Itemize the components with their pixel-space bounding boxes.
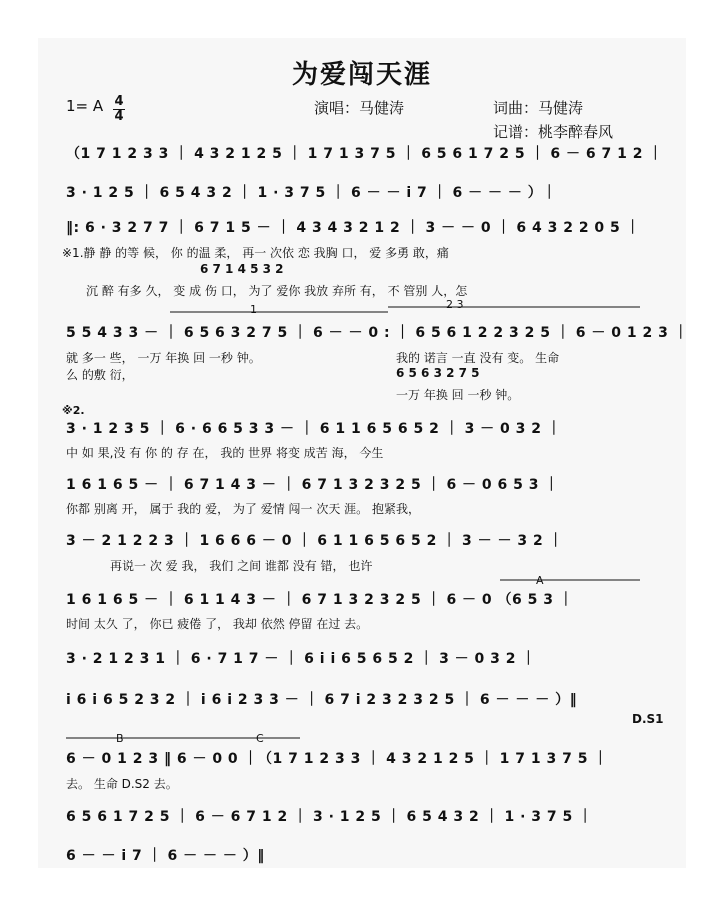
notation-row-6: 1 6 1 6 5 － ｜ 6 7 1 4 3 － ｜ 6 7 1 3 2 3 2 5 ｜ 6 － 0 6 5 3 ｜	[66, 477, 559, 493]
lyric-line: 时间 太久 了， 你已 疲倦 了， 我却 依然 停留 在过 去。	[66, 617, 369, 631]
notation-row-8: 1 6 1 6 5 － ｜ 6 1 1 4 3 － ｜ 6 7 1 3 2 3 2 5 ｜ 6 － 0 （6 5 3 ｜	[66, 592, 574, 608]
notation-row-10: i 6 i 6 5 2 3 2 ｜ i 6 i 2 3 3 － ｜ 6 7 i 2 3 2 3 2 5 ｜ 6 － － － ）‖	[66, 692, 578, 708]
notation-row-11: 6 － 0 1 2 3 ‖ 6 － 0 0 ｜（1 7 1 2 3 3 ｜ 4 3 2 1 2 5 ｜ 1 7 1 3 7 5 ｜	[66, 751, 608, 767]
notation-row-13: 6 － － i 7 ｜ 6 － － － ）‖	[66, 848, 265, 864]
singer-credit: 演唱：马健涛	[314, 99, 405, 117]
first-ending-number: 1	[250, 303, 257, 316]
alt-notation: 6 5 6 3 2 7 5	[396, 366, 480, 380]
lyric-line: 你都 别离 开， 属于 我的 爱， 为了 爱情 闯一 次天 涯。 抱紧我，	[66, 502, 420, 516]
section-c-marker: C	[256, 732, 264, 745]
segno-2: ※2.	[62, 404, 85, 417]
notation-row-1: （1 7 1 2 3 3 ｜ 4 3 2 1 2 5 ｜ 1 7 1 3 7 5 ｜ 6 5 6 1 7 2 5 ｜ 6 － 6 7 1 2 ｜	[66, 146, 663, 162]
second-ending-number: 2 3	[446, 298, 464, 311]
notation-row-12: 6 5 6 1 7 2 5 ｜ 6 － 6 7 1 2 ｜ 3 · 1 2 5 ｜ 6 5 4 3 2 ｜ 1 · 3 7 5 ｜	[66, 809, 593, 825]
notation-row-5: 3 · 1 2 3 5 ｜ 6 · 6 6 5 3 3 － ｜ 6 1 1 6 5 6 5 2 ｜ 3 － 0 3 2 ｜	[66, 421, 562, 437]
notation-row-4: 5 5 4 3 3 － ｜ 6 5 6 3 2 7 5 ｜ 6 － － 0 : ｜ 6 5 6 1 2 2 3 2 5 ｜ 6 － 0 1 2 3 ｜	[66, 325, 689, 341]
section-b-marker: B	[116, 732, 124, 745]
notation-row-7: 3 － 2 1 2 2 3 ｜ 1 6 6 6 － 0 ｜ 6 1 1 6 5 6 5 2 ｜ 3 － － 3 2 ｜	[66, 533, 564, 549]
lyric-line: 沉 醉 有多 久， 变 成 伤 口， 为了 爱你 我放 弃所 有， 不 管别 人，怎	[86, 284, 468, 298]
lyric-line: 就 多一 些， 一万 年换 回 一秒 钟。	[66, 351, 261, 365]
section-a-marker: A	[536, 574, 544, 587]
time-signature: 4 4	[114, 94, 124, 124]
transcriber-credit: 记谱：桃李醉春风	[493, 123, 614, 141]
alt-notation: 6 7 1 4 5 3 2	[200, 262, 284, 276]
song-title: 为爱闯天涯	[291, 60, 432, 90]
notation-row-9: 3 · 2 1 2 3 1 ｜ 6 · 7 1 7 － ｜ 6 i i 6 5 6 5 2 ｜ 3 － 0 3 2 ｜	[66, 651, 536, 667]
notation-row-2: 3 · 1 2 5 ｜ 6 5 4 3 2 ｜ 1 · 3 7 5 ｜ 6 － － i 7 ｜ 6 － － － ）｜	[66, 185, 557, 201]
lyric-line: 去。 生命 D.S2 去。	[66, 777, 178, 791]
ds1-marker: D.S1	[632, 712, 664, 726]
key-signature: 1= A	[66, 97, 104, 115]
lyric-line: 再说一 次 爱 我， 我们 之间 谁都 没有 错， 也许	[110, 559, 373, 573]
lyric-line: 么 的敷 衍，	[66, 368, 134, 382]
lyric-line: 中 如 果,没 有 你 的 存 在， 我的 世界 将变 成苦 海， 今生	[66, 446, 384, 460]
lyric-line: 一万 年换 回 一秒 钟。	[396, 388, 520, 402]
lyric-line: ※1.静 静 的等 候， 你 的温 柔， 再一 次依 恋 我胸 口， 爱 多勇 敢，痛	[62, 246, 449, 260]
lyric-line: 我的 诺言 一直 没有 变。 生命	[396, 351, 560, 365]
composer-credit: 词曲：马健涛	[493, 99, 584, 117]
notation-row-3: ‖: 6 · 3 2 7 7 ｜ 6 7 1 5 － ｜ 4 3 4 3 2 1 2 ｜ 3 － － 0 ｜ 6 4 3 2 2 0 5 ｜	[66, 220, 641, 236]
